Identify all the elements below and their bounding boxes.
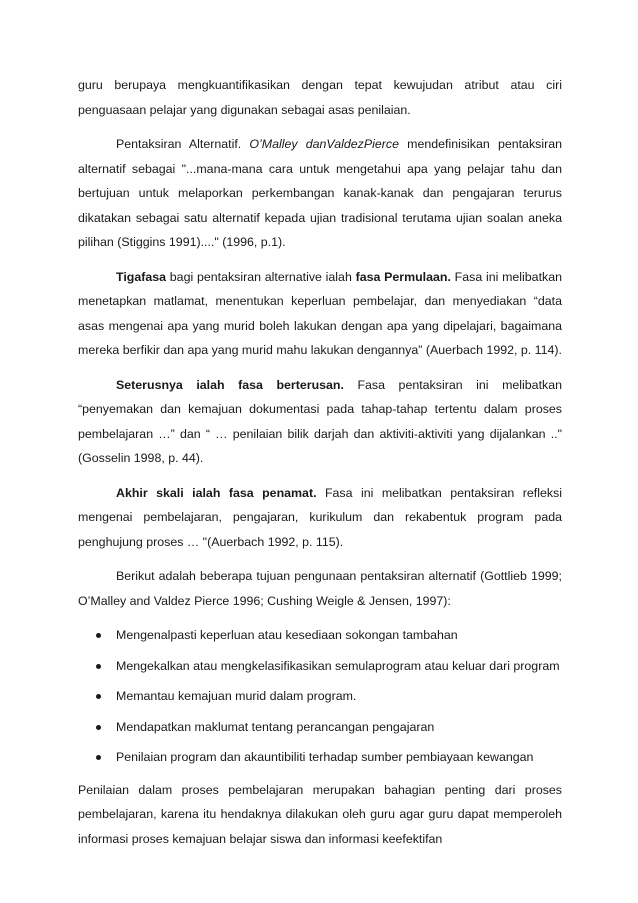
paragraph-4-bold: Seterusnya ialah fasa berterusan. (116, 377, 344, 392)
paragraph-1 (78, 73, 562, 122)
purposes-list (78, 623, 562, 770)
paragraph-final-phase (78, 481, 562, 555)
paragraph-2-authors: O’Malley danValdezPierce (249, 137, 399, 151)
paragraph-2-lead: Pentaksiran Alternatif. (116, 137, 250, 151)
bullet-icon (96, 755, 101, 760)
paragraph-2-rest: mendefinisikan pentaksiran alternatif sebagai "...mana-mana cara untuk mengetahui apa yang pelajar tahu dan bertujuan untuk melaporkan perkembangan kanak-kanak dan pengajaran terurus dikatakan sebagai satu alternatif kepada ujian tradisional terutama ujian soalan aneka pilihan (Stiggins 1991)...." (1996, p.1). (78, 137, 562, 249)
paragraph-ongoing-phase (78, 373, 562, 471)
list-item-text: Penilaian program dan akauntibiliti terhadap sumber pembiayaan kewangan (116, 750, 534, 764)
list-item-text: Memantau kemajuan murid dalam program. (116, 689, 357, 703)
list-item-text: Mendapatkan maklumat tentang perancangan pengajaran (116, 719, 435, 734)
paragraph-3-mid: bagi pentaksiran alternative ialah (166, 269, 356, 284)
paragraph-three-phases (78, 265, 562, 363)
list-item (78, 684, 562, 709)
list-item (78, 654, 562, 679)
bullet-icon (96, 725, 101, 730)
bullet-icon (96, 633, 101, 638)
paragraph-closing (78, 778, 562, 852)
list-item-text: Mengenalpasti keperluan atau kesediaan sokongan tambahan (116, 628, 458, 642)
paragraph-4-rest: Fasa pentaksiran ini melibatkan “penyemakan dan kemajuan dokumentasi pada tahap-tahap tertentu dalam proses pembelajaran …” dan “ … penilaian bilik darjah dan aktiviti-aktiviti yang dijalankan .." (Gosselin 1998, p. 44). (78, 377, 562, 465)
paragraph-1-text: guru berupaya mengkuantifikasikan dengan tepat kewujudan atribut atau ciri penguasaan pelajar yang digunakan sebagai asas penilaian. (78, 78, 562, 117)
paragraph-alternative-assessment (78, 132, 562, 255)
paragraph-3-rest: Fasa ini melibatkan menetapkan matlamat, menentukan keperluan pembelajar, dan menyediakan “data asas mengenai apa yang murid boleh lakukan dengan apa yang dipelajari, bagaimana mereka berfikir dan apa yang murid mahu lakukan dengannya” (Auerbach 1992, p. 114). (78, 269, 562, 357)
paragraph-5-bold: Akhir skali ialah fasa penamat. (116, 485, 317, 500)
paragraph-5-rest: Fasa ini melibatkan pentaksiran refleksi mengenai pembelajaran, pengajaran, kurikulum dan rekabentuk program pada penghujung proses … "(Auerbach 1992, p. 115). (78, 485, 562, 549)
paragraph-3-bold-2: fasa Permulaan. (355, 269, 451, 284)
list-item-text: Mengekalkan atau mengkelasifikasikan semulaprogram atau keluar dari program (116, 658, 560, 673)
paragraph-7-text: Penilaian dalam proses pembelajaran merupakan bahagian penting dari proses pembelajaran, karena itu hendaknya dilakukan oleh guru agar guru dapat memperoleh informasi proses kemajuan belajar siswa dan informasi keefektifan (78, 782, 562, 846)
paragraph-purposes-intro (78, 564, 562, 613)
bullet-icon (96, 664, 101, 669)
list-item (78, 623, 562, 648)
paragraph-6-text: Berikut adalah beberapa tujuan pengunaan pentaksiran alternatif (Gottlieb 1999; O’Malley and Valdez Pierce 1996; Cushing Weigle & Jensen, 1997): (78, 569, 562, 608)
bullet-icon (96, 694, 101, 699)
paragraph-3-bold-1: Tigafasa (116, 269, 167, 284)
list-item (78, 715, 562, 740)
document-page (78, 73, 562, 861)
list-item (78, 745, 562, 770)
